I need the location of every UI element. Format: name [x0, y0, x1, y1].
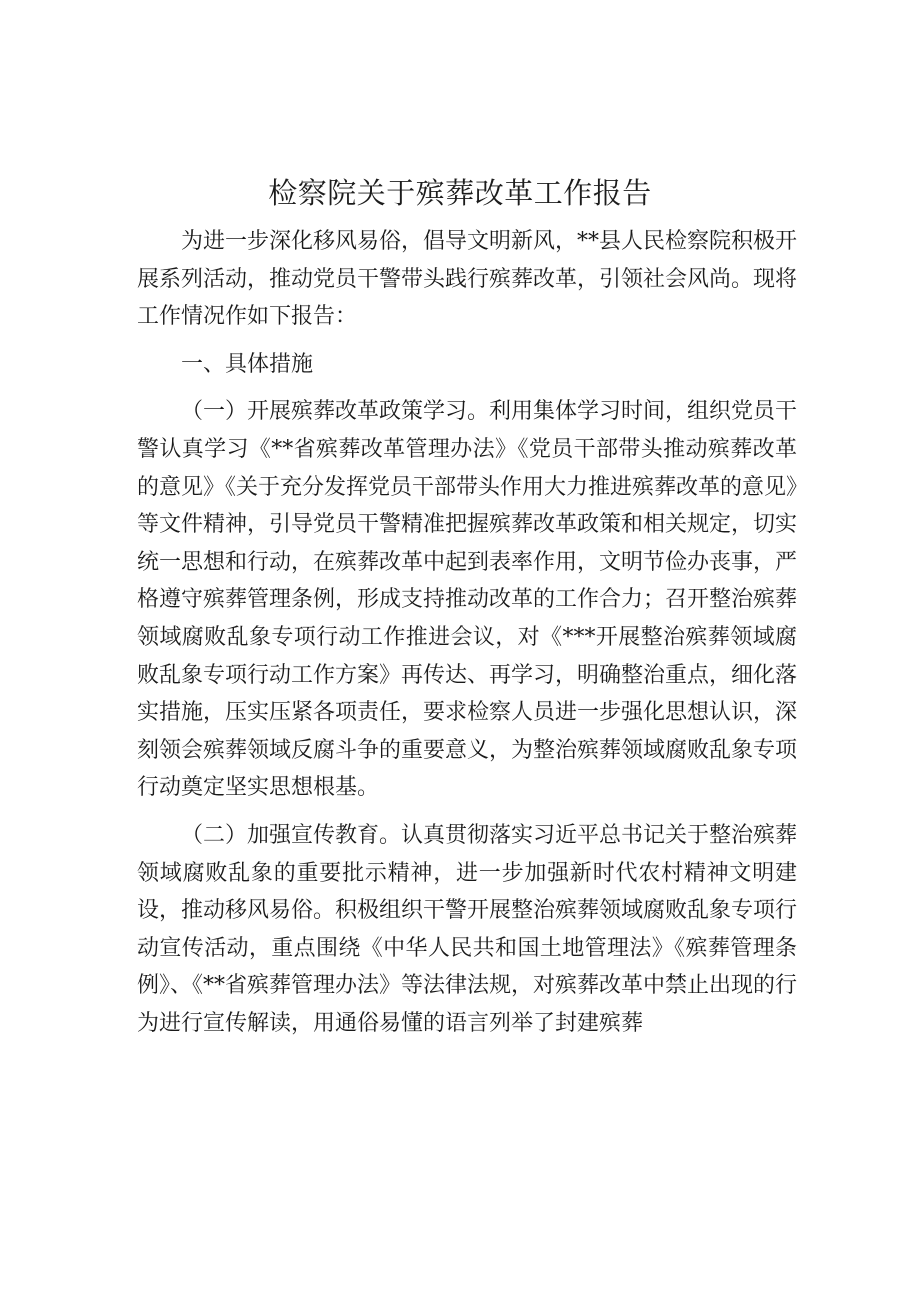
document-title: 检察院关于殡葬改革工作报告 [268, 176, 652, 210]
section-heading-measures: 一、具体措施 [181, 351, 314, 377]
intro-paragraph: 为进一步深化移风易俗，倡导文明新风，**县人民检察院积极开展系列活动，推动党员干警带头践行殡葬改革，引领社会风尚。现将工作情况作如下报告： [137, 229, 798, 330]
paragraph-publicity-education: （二）加强宣传教育。认真贯彻落实习近平总书记关于整治殡葬领域腐败乱象的重要批示精神，进一步加强新时代农村精神文明建设，推动移风易俗。积极组织干警开展整治殡葬领域腐败乱象专项行动宣传活动，重点围绕《中华人民共和国土地管理法》《殡葬管理条例》、《**省殡葬管理办法》等法律法规，对殡葬改革中禁止出现的行为进行宣传解读，用通俗易懂的语言列举了封建殡葬 [137, 822, 798, 1036]
paragraph-policy-study: （一）开展殡葬改革政策学习。利用集体学习时间，组织党员干警认真学习《**省殡葬改革管理办法》《党员干部带头推动殡葬改革的意见》《关于充分发挥党员干部带头作用大力推进殡葬改革的意见》等文件精神，引导党员干警精准把握殡葬改革政策和相关规定，切实统一思想和行动，在殡葬改革中起到表率作用，文明节俭办丧事，严格遵守殡葬管理条例，形成支持推动改革的工作合力；召开整治殡葬领域腐败乱象专项行动工作推进会议，对《***开展整治殡葬领域腐败乱象专项行动工作方案》再传达、再学习，明确整治重点，细化落实措施，压实压紧各项责任，要求检察人员进一步强化思想认识，深刻领会殡葬领域反腐斗争的重要意义，为整治殡葬领域腐败乱象专项行动奠定坚实思想根基。 [137, 399, 798, 801]
document-body [137, 223, 797, 1042]
